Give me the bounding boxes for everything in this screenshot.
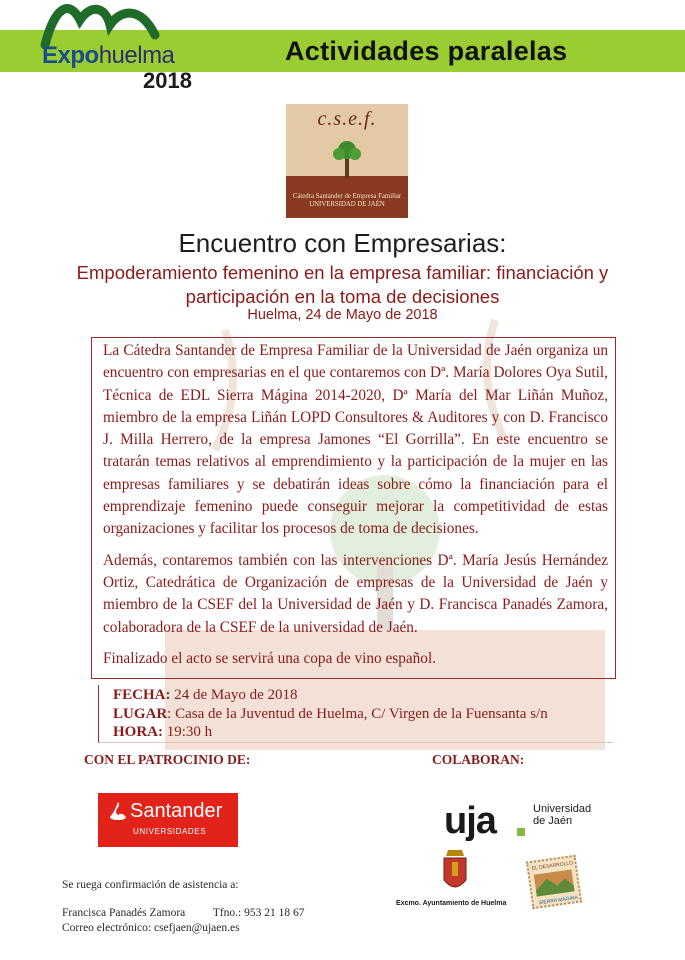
hora-line (113, 723, 548, 742)
uja-name-line-2: de Jaén (533, 815, 573, 827)
uja-dot-icon (517, 828, 525, 836)
uja-wordmark: uja (444, 800, 496, 842)
sierra-magina-stamp (526, 855, 582, 909)
patronage-label: CON EL PATROCINIO DE: (84, 752, 251, 767)
lugar-line (113, 705, 548, 724)
csef-logo (286, 104, 408, 218)
event-place-date: Huelma, 24 de Mayo de 2018 (247, 307, 438, 323)
logo-huelma-text: huelma (98, 42, 175, 69)
paragraph-organizers: La Cátedra Santander de Empresa Familiar de la Universidad de Jaén organiza un encuentro con empresarias en el que contaremos con Dª. María Dolores Oya Sutil, Técnica de EDL Sierra Mágina 2014-2020, Dª María del Mar Liñán Muñoz, miembro de la empresa Liñán LOPD Consultores & Auditores y con D. Francisco J. Milla Herrero, de la empresa Jamones “El Gorrilla”. En este encuentro se tratarán temas relativos al emprendimiento y la participación de la mujer en las empresas familiares y se debatirán ideas sobre cómo la financiación para el emprendizaje femenino puede conseguir mejorar la competitividad de estas organizaciones y facilitar los procesos de toma de decisiones. (103, 342, 608, 538)
coat-of-arms-icon (440, 848, 470, 898)
fecha-line (113, 686, 548, 705)
fecha-value: 24 de Mayo de 2018 (174, 687, 298, 703)
paragraph-closing: Finalizado el acto se servirá una copa de vino español. (103, 649, 437, 667)
csef-logo-name: c.s.e.f. (317, 108, 377, 130)
stamp-top-text: EL DESARROLLO (531, 860, 574, 872)
uja-name (533, 803, 591, 827)
hora-value: 19:30 h (166, 724, 213, 740)
logo-expo-text: Expo (42, 42, 99, 69)
stamp-bottom-text: SIERRA MÁGINA (538, 894, 579, 907)
santander-name: Santander (130, 800, 223, 822)
page-title: Actividades paralelas (285, 36, 568, 66)
contact-person-line (62, 907, 305, 919)
santander-logo (98, 793, 238, 847)
uja-name-line-1: Universidad (533, 803, 592, 815)
lugar-label: LUGAR (113, 705, 168, 722)
csef-logo-caption (286, 193, 408, 209)
expohuelma-logo (40, 0, 240, 92)
logo-wordmark (42, 42, 174, 70)
lugar-value: : Casa de la Juventud de Huelma, C/ Virgen de la Fuensanta s/n (167, 705, 548, 722)
hora-label: HORA: (113, 724, 163, 740)
contact-person: Francisca Panadés Zamora (62, 907, 186, 919)
fecha-label: FECHA: (113, 687, 171, 703)
paragraph-speakers: Además, contaremos también con las intervenciones Dª. María Jesús Hernández Ortiz, Catedrática de Organización de empresas de la Universidad de Jaén y miembro de la CSEF del la Universidad de Jaén y D. Francisca Panadés Zamora, colaboradora de la CSEF de la universidad de Jaén. (103, 551, 608, 636)
csef-caption-line-2: UNIVERSIDAD DE JAÉN (309, 201, 385, 208)
landscape-icon (530, 867, 579, 899)
tree-icon (330, 134, 364, 178)
santander-subtitle: UNIVERSIDADES (133, 827, 207, 836)
flame-icon (108, 801, 128, 823)
collaborators-label: COLABORAN: (432, 752, 525, 767)
rsvp-note: Se ruega confirmación de asistencia a: (62, 879, 239, 891)
ayuntamiento-label: Excmo. Ayuntamiento de Huelma (396, 900, 507, 907)
logo-year: 2018 (143, 68, 192, 93)
event-title: Encuentro con Empresarias: (178, 228, 507, 258)
event-subtitle: Empoderamiento femenino en la empresa familiar: financiación y participación en la toma de decisiones (76, 262, 609, 307)
event-details (113, 686, 548, 742)
contact-phone: Tfno.: 953 21 18 67 (212, 907, 305, 919)
csef-caption-line-1: Cátedra Santander de Empresa Familiar (292, 193, 402, 200)
description-text (103, 340, 608, 670)
contact-email: Correo electrónico: csefjaen@ujaen.es (62, 922, 240, 934)
